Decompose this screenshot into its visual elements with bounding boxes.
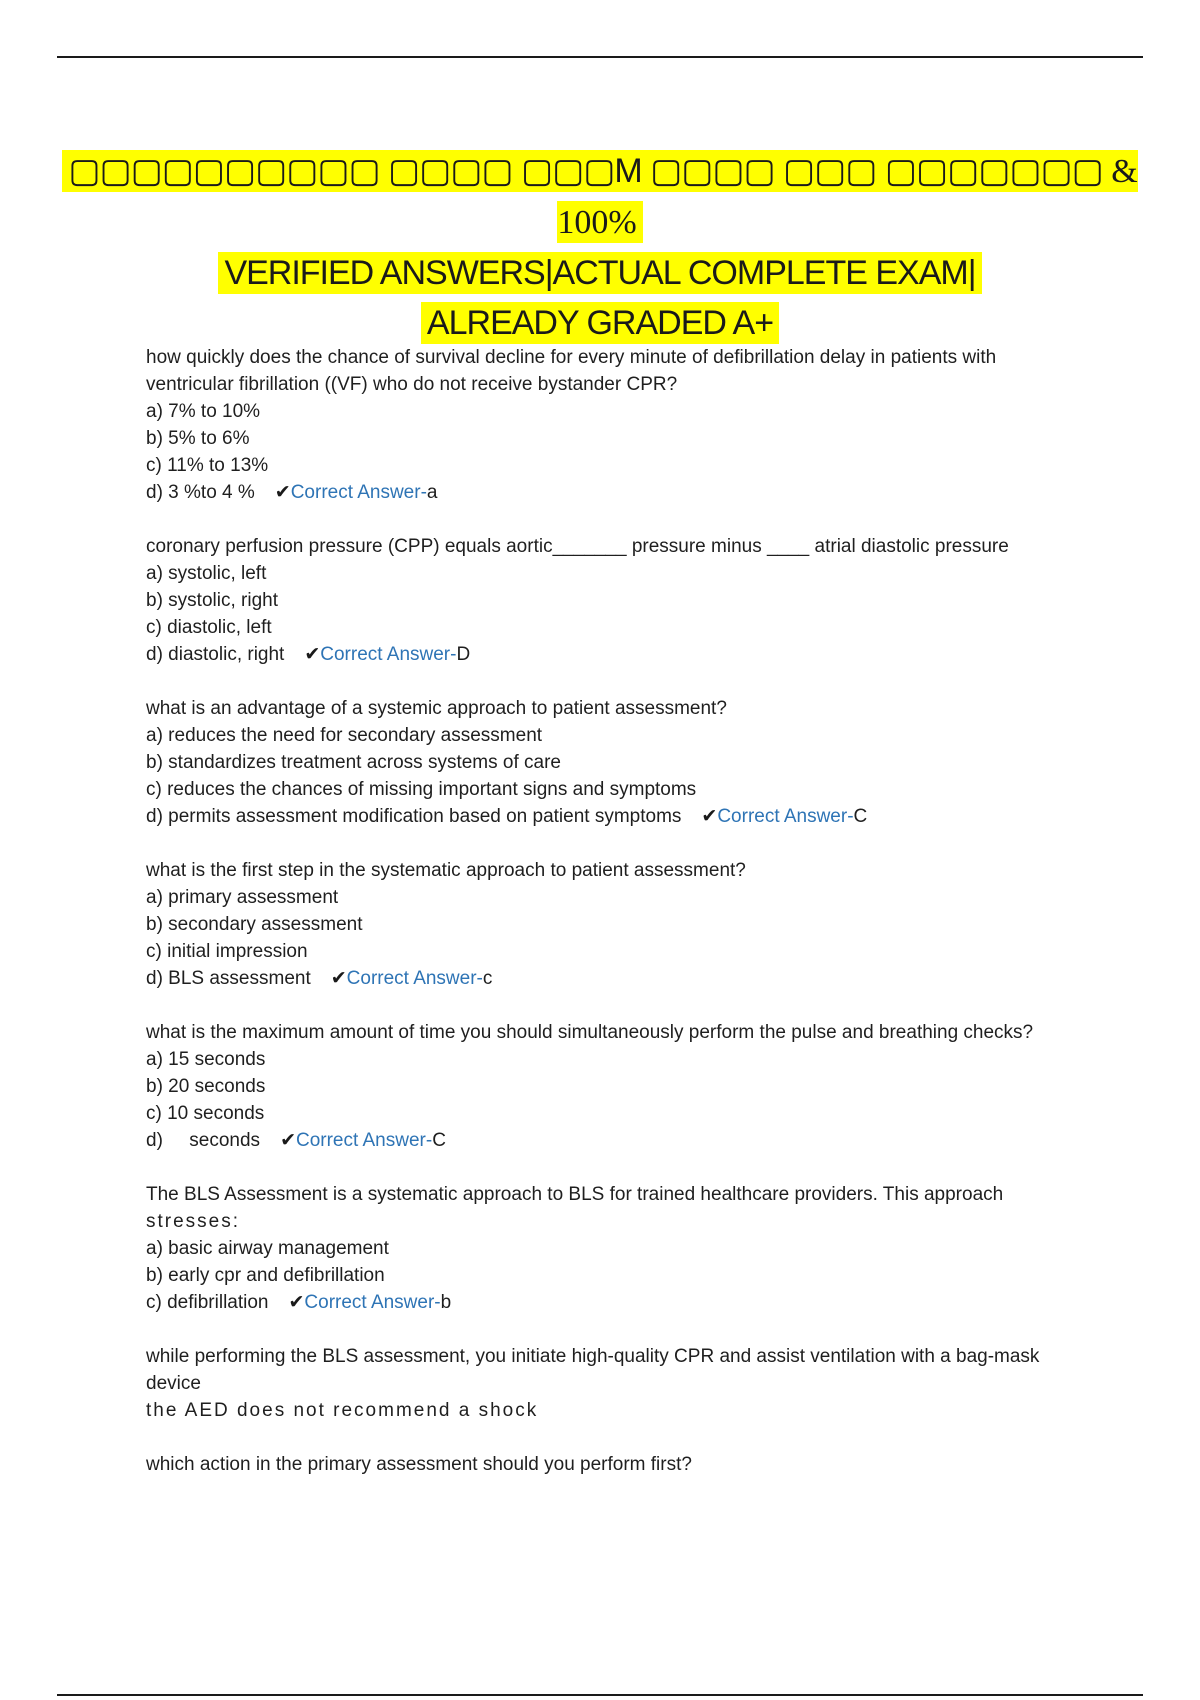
check-mark-icon: ✔: [330, 968, 347, 989]
option-d-with-answer: d) seconds ✔Correct Answer-C: [146, 1130, 446, 1151]
option-a: a) 15 seconds: [146, 1049, 266, 1070]
option-a: a) basic airway management: [146, 1238, 389, 1259]
footer-rule: [57, 1694, 1143, 1696]
check-mark-icon: ✔: [280, 1130, 296, 1151]
correct-answer-label: Correct Answer-: [320, 644, 457, 665]
scenario-text: while performing the BLS assessment, you initiate high-quality CPR and assist ventilation with a bag-mask device: [146, 1346, 1040, 1394]
correct-answer-value: D: [456, 644, 471, 665]
option-d-with-answer: d) 3 %to 4 % ✔Correct Answer-a: [146, 482, 438, 503]
title-line-1: ▢▢▢▢▢▢▢▢▢▢ ▢▢▢▢ ▢▢▢M ▢▢▢▢ ▢▢▢ ▢▢▢▢▢▢▢ & 100%: [62, 150, 1137, 243]
scenario: [146, 1343, 1066, 1424]
option-a: a) primary assessment: [146, 887, 339, 908]
title-line-3: ALREADY GRADED A+: [421, 302, 779, 344]
question-text: how quickly does the chance of survival decline for every minute of defibrillation delay in patients with ventricular fibrillation ((VF) who do not receive bystander CPR?: [146, 347, 997, 395]
option-c: c) diastolic, left: [146, 617, 272, 638]
correct-answer-value: a: [426, 482, 438, 503]
check-mark-icon: ✔: [288, 1292, 305, 1313]
header-rule: [57, 56, 1143, 58]
option-b: b) 5% to 6%: [146, 428, 250, 449]
question-text: which action in the primary assessment should you perform first?: [146, 1454, 692, 1475]
option-d-with-answer: d) BLS assessment ✔Correct Answer-c: [146, 968, 493, 989]
correct-answer-label: Correct Answer-: [290, 482, 427, 503]
question-text: what is the maximum amount of time you should simultaneously perform the pulse and breathing checks?: [146, 1022, 1034, 1043]
question-text: coronary perfusion pressure (CPP) equals aortic_______ pressure minus ____ atrial diastolic pressure: [146, 536, 1009, 557]
document-title: [60, 146, 1140, 348]
option-b: b) early cpr and defibrillation: [146, 1265, 385, 1286]
option-d-with-answer: d) permits assessment modification based on patient symptoms ✔Correct Answer-C: [146, 806, 868, 827]
scenario-text-spaced: the AED does not recommend a shock: [146, 1400, 539, 1421]
option-b: b) secondary assessment: [146, 914, 363, 935]
question-5: [146, 1019, 1066, 1154]
correct-answer-label: Correct Answer-: [295, 1130, 433, 1151]
correct-answer-label: Correct Answer-: [304, 1292, 441, 1313]
question-text: what is an advantage of a systemic approach to patient assessment?: [146, 698, 727, 719]
option-a: a) 7% to 10%: [146, 401, 261, 422]
option-b: b) 20 seconds: [146, 1076, 266, 1097]
title-line-2: VERIFIED ANSWERS|ACTUAL COMPLETE EXAM|: [218, 252, 981, 294]
question-text: what is the first step in the systematic approach to patient assessment?: [146, 860, 746, 881]
correct-answer-value: C: [432, 1130, 446, 1151]
question-2: [146, 533, 1066, 668]
question-7: [146, 1451, 1066, 1478]
correct-answer-value: C: [853, 806, 868, 827]
question-6: [146, 1181, 1066, 1316]
correct-answer-value: b: [440, 1292, 452, 1313]
check-mark-icon: ✔: [274, 482, 291, 503]
correct-answer-label: Correct Answer-: [346, 968, 483, 989]
option-c: c) 10 seconds: [146, 1103, 265, 1124]
correct-answer-value: c: [482, 968, 493, 989]
option-c-with-answer: c) defibrillation ✔Correct Answer-b: [146, 1292, 452, 1313]
question-text-continued: stresses:: [146, 1211, 241, 1232]
option-b: b) systolic, right: [146, 590, 278, 611]
option-d-with-answer: d) diastolic, right ✔Correct Answer-D: [146, 644, 471, 665]
option-a: a) systolic, left: [146, 563, 267, 584]
option-c: c) initial impression: [146, 941, 308, 962]
question-1: [146, 344, 1066, 506]
question-list: [146, 344, 1066, 1505]
correct-answer-label: Correct Answer-: [717, 806, 854, 827]
option-a: a) reduces the need for secondary assessment: [146, 725, 543, 746]
question-4: [146, 857, 1066, 992]
option-c: c) reduces the chances of missing important signs and symptoms: [146, 779, 697, 800]
check-mark-icon: ✔: [304, 644, 321, 665]
check-mark-icon: ✔: [701, 806, 718, 827]
option-c: c) 11% to 13%: [146, 455, 269, 476]
question-text: The BLS Assessment is a systematic approach to BLS for trained healthcare providers. This approach: [146, 1184, 1004, 1205]
question-3: [146, 695, 1066, 830]
option-b: b) standardizes treatment across systems of care: [146, 752, 561, 773]
